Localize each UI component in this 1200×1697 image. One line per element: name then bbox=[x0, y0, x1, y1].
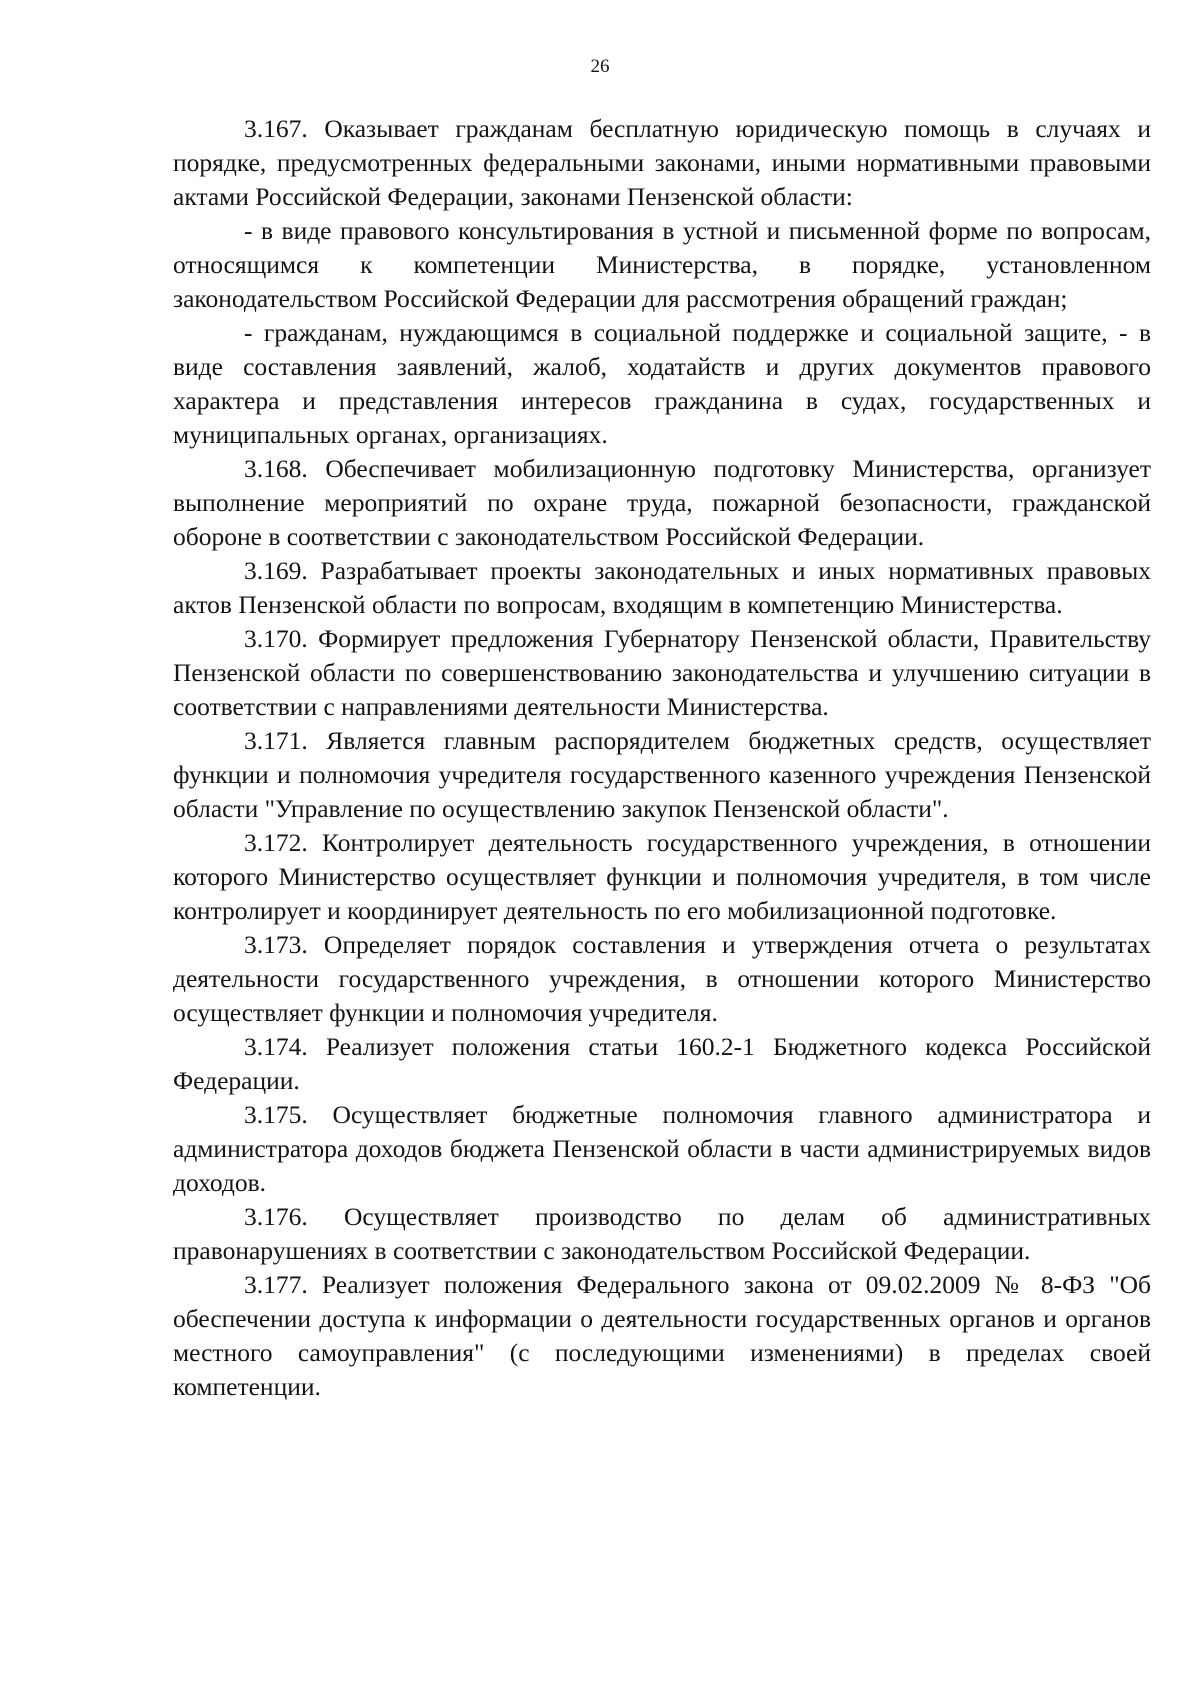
page-number: 26 bbox=[590, 56, 610, 77]
paragraph-3-172: 3.172. Контролирует деятельность государственного учреждения, в отношении которого Министерство осуществляет функции и полномочия учредителя, в том числе контролирует и координирует деятельность по его мобилизационной подготовке. bbox=[173, 828, 1151, 925]
document-body bbox=[173, 112, 1151, 1404]
paragraph-3-173: 3.173. Определяет порядок составления и утверждения отчета о результатах деятельности государственного учреждения, в отношении которого Министерство осуществляет функции и полномочия учредителя. bbox=[173, 930, 1151, 1027]
paragraph-3-167: 3.167. Оказывает гражданам бесплатную юридическую помощь в случаях и порядке, предусмотренных федеральными законами, иными нормативными правовыми актами Российской Федерации, законами Пензенской области: bbox=[173, 114, 1151, 211]
paragraph-3-177: 3.177. Реализует положения Федерального закона от 09.02.2009 № 8-ФЗ "Об обеспечении доступа к информации о деятельности государственных органов и органов местного самоуправления" (с последующими изменениями) в пределах своей компетенции. bbox=[173, 1270, 1151, 1401]
paragraph-3-168: 3.168. Обеспечивает мобилизационную подготовку Министерства, организует выполнение мероприятий по охране труда, пожарной безопасности, гражданской обороне в соответствии с законодательством Российской Федерации. bbox=[173, 454, 1151, 551]
paragraph-3-171: 3.171. Является главным распорядителем бюджетных средств, осуществляет функции и полномочия учредителя государственного казенного учреждения Пензенской области "Управление по осуществлению закупок Пензенской области". bbox=[173, 726, 1151, 823]
paragraph-3-174: 3.174. Реализует положения статьи 160.2-1 Бюджетного кодекса Российской Федерации. bbox=[173, 1032, 1151, 1095]
paragraph-3-176: 3.176. Осуществляет производство по делам об административных правонарушениях в соответствии с законодательством Российской Федерации. bbox=[173, 1202, 1151, 1265]
paragraph-3-175: 3.175. Осуществляет бюджетные полномочия главного администратора и администратора доходов бюджета Пензенской области в части администрируемых видов доходов. bbox=[173, 1100, 1151, 1197]
list-item-social-support: - гражданам, нуждающимся в социальной поддержке и социальной защите, - в виде составления заявлений, жалоб, ходатайств и других документов правового характера и представления интересов гражданина в судах, государственных и муниципальных органах, организациях. bbox=[173, 318, 1151, 449]
list-item-legal-consulting: - в виде правового консультирования в устной и письменной форме по вопросам, относящимся к компетенции Министерства, в порядке, установленном законодательством Российской Федерации для рассмотрения обращений граждан; bbox=[173, 216, 1151, 313]
paragraph-3-169: 3.169. Разрабатывает проекты законодательных и иных нормативных правовых актов Пензенской области по вопросам, входящим в компетенцию Министерства. bbox=[173, 556, 1151, 619]
paragraph-3-170: 3.170. Формирует предложения Губернатору Пензенской области, Правительству Пензенской области по совершенствованию законодательства и улучшению ситуации в соответствии с направлениями деятельности Министерства. bbox=[173, 624, 1151, 721]
